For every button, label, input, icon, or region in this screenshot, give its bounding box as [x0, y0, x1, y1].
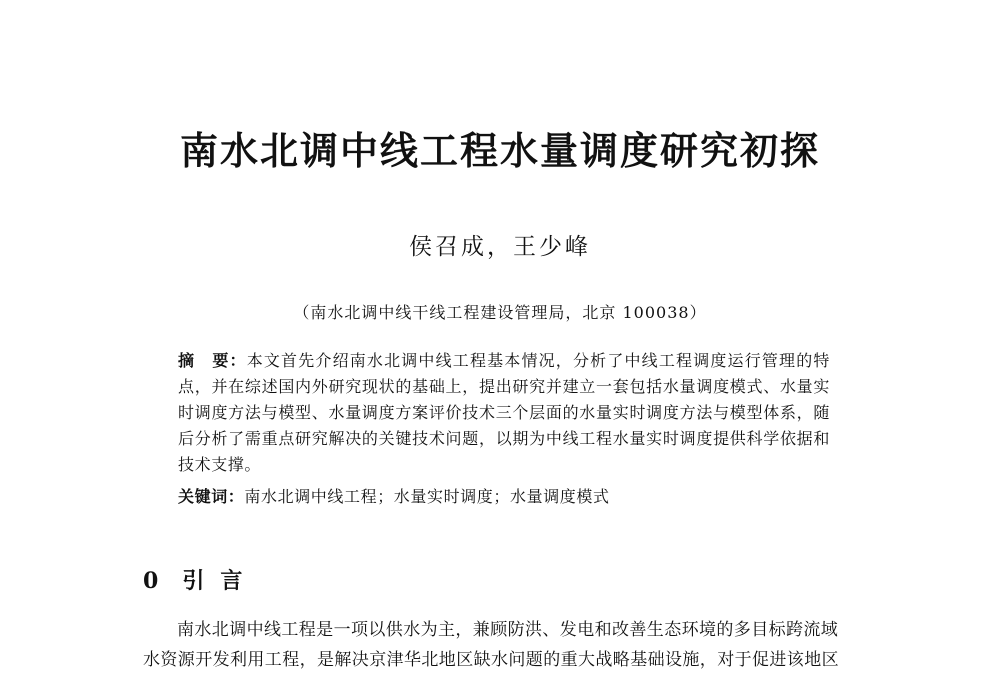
section-heading: [143, 564, 258, 595]
keywords-block: [178, 484, 830, 510]
abstract-block: [178, 348, 830, 478]
paper-title: 南水北调中线工程水量调度研究初探: [179, 128, 820, 173]
paper-authors: 侯召成，王少峰: [409, 234, 591, 260]
keywords-text: 南水北调中线工程；水量实时调度；水量调度模式: [244, 487, 610, 506]
paper-affiliation: （南水北调中线干线工程建设管理局，北京 100038）: [293, 303, 707, 322]
abstract-text: 本文首先介绍南水北调中线工程基本情况，分析了中线工程调度运行管理的特点，并在综述国内外研究现状的基础上，提出研究并建立一套包括水量调度模式、水量实时调度方法与模型、水量调度方案评价技术三个层面的水量实时调度方法与模型体系，随后分析了需重点研究解决的关键技术问题，以期为中线工程水量实时调度提供科学依据和技术支撑。: [178, 351, 831, 474]
section-title: 引言: [182, 568, 259, 594]
body-paragraph: [143, 615, 856, 675]
body-line: 南水北调中线工程是一项以供水为主，兼顾防洪、发电和改善生态环境的多目标跨流域: [177, 620, 839, 640]
keywords-label: 关键词：: [178, 487, 245, 506]
abstract-label: 摘 要：: [178, 351, 247, 370]
body-line: 水资源开发利用工程，是解决京津华北地区缺水问题的重大战略基础设施，对于促进该地区: [143, 650, 839, 670]
section-number: 0: [143, 568, 161, 594]
